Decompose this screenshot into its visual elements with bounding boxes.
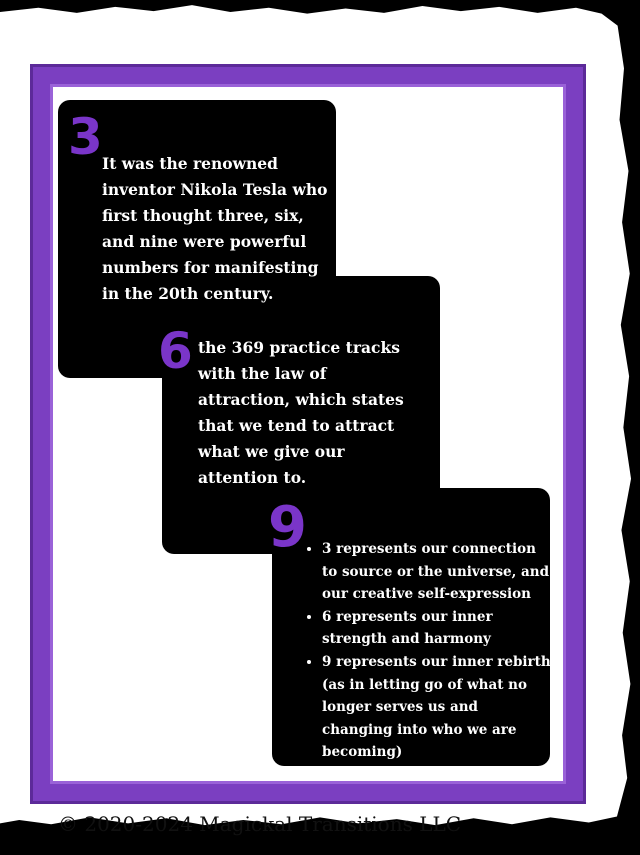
number-nine: 9: [268, 495, 307, 560]
card-three-text: It was the renowned inventor Nikola Tesla who first thought three, six, and nine were powerful numbers for manifesting in the 20th century.: [102, 154, 328, 303]
card-six-text: the 369 practice tracks with the law of attraction, which states that we tend to attract what we give our attention to.: [198, 338, 404, 487]
bullet-item-six: • 6 represents our inner strength and harmony: [322, 606, 566, 651]
number-three: 3: [68, 108, 103, 166]
bullet-item-nine: • 9 represents our inner rebirth (as in letting go of what no longer serves us and changing into who we are becoming): [322, 651, 566, 764]
copyright-notice: © 2020-2024 Magickal Transitions LLC: [58, 812, 462, 836]
bullet-item-three: • 3 represents our connection to source or the universe, and our creative self-expression: [322, 538, 566, 606]
card-nine-bullet-list: [304, 538, 566, 764]
number-six: 6: [158, 322, 193, 380]
